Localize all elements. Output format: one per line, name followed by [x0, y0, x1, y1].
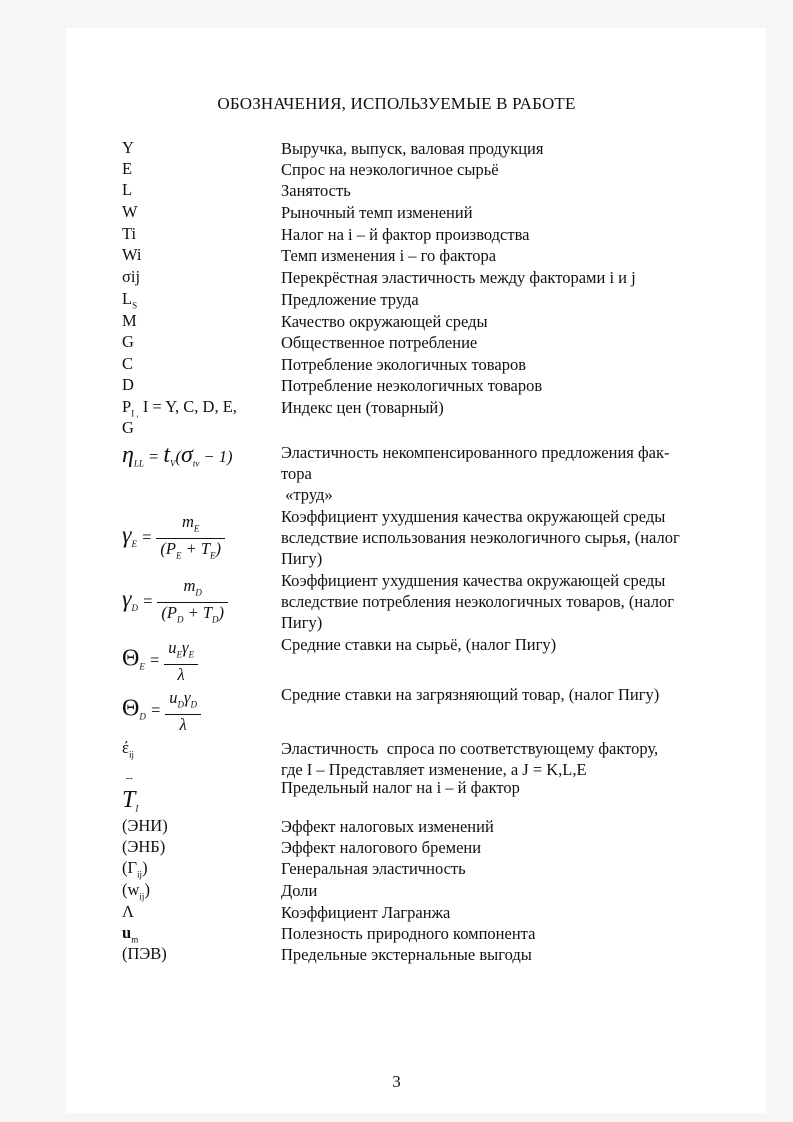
description: Индекс цен (товарный) — [281, 398, 444, 417]
description-line: Пигу) — [281, 549, 323, 568]
symbol-main: P — [122, 397, 132, 416]
description — [281, 442, 728, 505]
symbol: L — [122, 180, 133, 199]
symbol: G — [122, 332, 134, 351]
description-line: Коэффициент ухудшения качества окружающей среды — [281, 507, 666, 526]
description — [281, 570, 728, 633]
description: Перекрёстная эластичность между факторами i и j — [281, 268, 636, 287]
description: Общественное потребление — [281, 333, 478, 352]
description: Качество окружающей среды — [281, 312, 488, 331]
formula-gamma-e: $\gamma_E$ = $\frac{m_E}{(P_E + T_E)}$ — [122, 512, 225, 566]
description: Потребление неэкологичных товаров — [281, 376, 543, 395]
description: Средние ставки на сырьё, (налог Пигу) — [281, 635, 557, 654]
symbol: (ПЭВ) — [122, 944, 167, 963]
symbol — [122, 787, 138, 814]
symbol-subscript: m — [131, 934, 139, 945]
symbol — [122, 738, 134, 759]
symbol-subscript: I — [135, 803, 139, 814]
list-item — [0, 440, 793, 504]
description: Генеральная эластичность — [281, 859, 466, 878]
description: Эффект налоговых изменений — [281, 817, 494, 836]
description: Рыночный темп изменений — [281, 203, 473, 222]
symbol: Ti — [122, 224, 137, 243]
description-line: вследствие потребления неэкологичных товаров, (налог — [281, 592, 674, 611]
symbol-main: (Г — [122, 858, 138, 877]
description-line: «труд» — [281, 485, 333, 504]
symbol: C — [122, 354, 134, 373]
symbol-subscript: ij — [128, 749, 134, 760]
symbol-rest: ) — [144, 880, 150, 899]
symbol-rest: ) — [142, 858, 148, 877]
description: Эффект налогового бремени — [281, 838, 482, 857]
description-line: вследствие использования неэкологичного сырья, (налог — [281, 528, 680, 547]
symbol-main: L — [122, 289, 133, 308]
list-item — [0, 775, 793, 819]
formula-eta-ll: $\eta_{LL} = t_V(\sigma_{tv} - 1)$ — [122, 442, 233, 469]
symbol: D — [122, 375, 134, 394]
list-item — [0, 506, 793, 570]
list-item — [0, 738, 793, 780]
description: Полезность природного компонента — [281, 924, 536, 943]
symbol-subscript: I , — [131, 408, 139, 419]
symbol: Y — [122, 138, 134, 157]
description-line: тора — [281, 464, 312, 483]
formula-theta-d: $\Theta_D$ = $\frac{u_D\gamma_D}{\lambda}$ — [122, 688, 201, 735]
symbol: W — [122, 202, 138, 221]
symbol-main: έ — [122, 738, 129, 757]
symbol — [122, 880, 150, 901]
symbol-continuation: G — [122, 418, 134, 437]
description: Предельные экстернальные выгоды — [281, 945, 532, 964]
symbol: M — [122, 311, 137, 330]
symbol-main: (w — [122, 880, 140, 899]
description — [281, 738, 728, 780]
symbol-rest: I = Y, C, D, E, — [138, 397, 237, 416]
symbol: (ЭНИ) — [122, 816, 168, 835]
description-line: Коэффициент ухудшения качества окружающей среды — [281, 571, 666, 590]
description: Занятость — [281, 181, 351, 200]
symbol-subscript: ij — [139, 891, 145, 902]
page-title: ОБОЗНАЧЕНИЯ, ИСПОЛЬЗУЕМЫЕ В РАБОТЕ — [217, 94, 576, 113]
description: Коэффициент Лагранжа — [281, 903, 451, 922]
symbol — [122, 289, 137, 310]
symbol-main: T — [122, 787, 136, 813]
description-line: Эластичность спроса по соответствующему фактору, — [281, 739, 659, 758]
symbol: Λ — [122, 902, 134, 921]
description: Спрос на неэкологичное сырьё — [281, 160, 499, 179]
description: Средние ставки на загрязняющий товар, (налог Пигу) — [281, 685, 660, 704]
page-number: 3 — [392, 1072, 401, 1091]
description: Предельный налог на i – й фактор — [281, 778, 520, 797]
formula-gamma-d: $\gamma_D$ = $\frac{m_D}{(P_D + T_D)}$ — [122, 576, 228, 630]
symbol: σij — [122, 267, 141, 286]
symbol-main: u — [122, 923, 132, 942]
symbol: Wi — [122, 245, 142, 264]
list-item — [0, 634, 793, 685]
description: Доли — [281, 881, 318, 900]
symbol: E — [122, 159, 133, 178]
description-line: Пигу) — [281, 613, 323, 632]
symbol-overline: -- — [126, 773, 133, 784]
description: Темп изменения i – го фактора — [281, 246, 497, 265]
description: Потребление экологичных товаров — [281, 355, 526, 374]
symbol — [122, 923, 138, 944]
list-item — [0, 570, 793, 634]
symbol — [122, 858, 148, 879]
description: Предложение труда — [281, 290, 419, 309]
description — [281, 506, 728, 569]
symbol — [122, 397, 237, 418]
list-item — [0, 684, 793, 736]
description-line: Эластичность некомпенсированного предложения фак- — [281, 443, 670, 462]
description: Налог на i – й фактор производства — [281, 225, 530, 244]
symbol-subscript: ij — [137, 869, 143, 880]
symbol-subscript: S — [132, 300, 138, 311]
description-line: где I – Представляет изменение, а J = K,L,E — [281, 760, 587, 779]
symbol: (ЭНБ) — [122, 837, 166, 856]
formula-theta-e: $\Theta_E$ = $\frac{u_E\gamma_E}{\lambda}$ — [122, 638, 198, 685]
description: Выручка, выпуск, валовая продукция — [281, 139, 544, 158]
